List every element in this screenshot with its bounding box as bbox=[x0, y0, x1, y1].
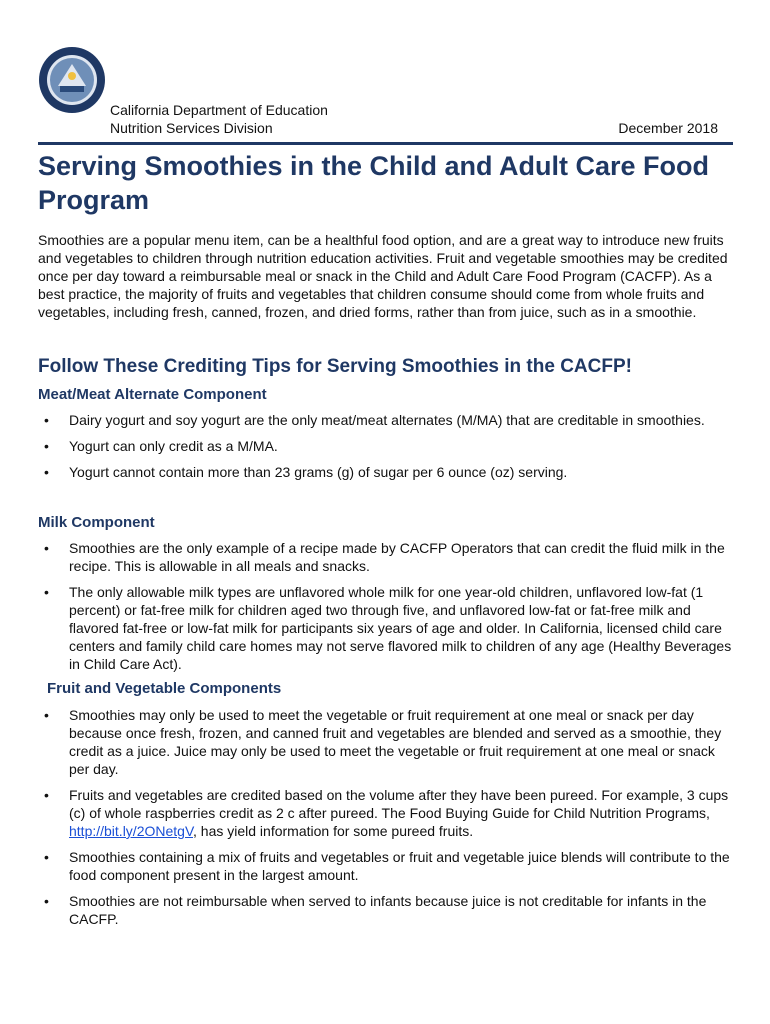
list-item bbox=[38, 539, 738, 575]
bullet-icon: • bbox=[44, 540, 49, 556]
list-item bbox=[38, 892, 738, 928]
bullet-icon: • bbox=[44, 849, 49, 865]
milk-list bbox=[38, 539, 738, 681]
section-heading-meat: Meat/Meat Alternate Component bbox=[38, 386, 267, 403]
list-item-text: Dairy yogurt and soy yogurt are the only meat/meat alternates (M/MA) that are creditable in smoothies. bbox=[69, 412, 705, 428]
bullet-icon: • bbox=[44, 584, 49, 600]
list-item bbox=[38, 706, 738, 778]
org-division: Nutrition Services Division bbox=[110, 120, 273, 136]
list-item bbox=[38, 786, 738, 840]
fruit-vegetable-list bbox=[38, 706, 738, 936]
page-title: Serving Smoothies in the Child and Adult Care Food Program bbox=[38, 151, 710, 215]
section-heading-milk: Milk Component bbox=[38, 514, 155, 531]
list-item-text-after-link: , has yield information for some pureed fruits. bbox=[193, 823, 474, 839]
state-seal-icon bbox=[38, 46, 106, 114]
list-item-text: Smoothies are the only example of a recipe made by CACFP Operators that can credit the fluid milk in the recipe. This is allowable in all meals and snacks. bbox=[69, 540, 725, 574]
document-date: December 2018 bbox=[618, 120, 718, 136]
intro-paragraph: Smoothies are a popular menu item, can be a healthful food option, and are a great way to introduce new fruits and vegetables to children through nutrition education activities. Fruit and vegetable smoothies may be credited once per day toward a reimbursable meal or snack in the Child and Adult Care Food Program (CACFP). As a best practice, the majority of fruits and vegetables that children consume should come from whole fruits and vegetables, including fresh, canned, frozen, and dried forms, rather than from juice, such as in a smoothie. bbox=[38, 232, 728, 320]
bullet-icon: • bbox=[44, 787, 49, 803]
list-item-text: Smoothies may only be used to meet the vegetable or fruit requirement at one meal or snack per day because once fresh, frozen, and canned fruit and vegetables are blended and served as a smoothie, they credit as a juice. Juice may only be used to meet the vegetable or fruit requirement at one meal or snack per day. bbox=[69, 707, 722, 777]
organization-name bbox=[110, 101, 328, 137]
list-item bbox=[38, 583, 738, 673]
tips-heading: Follow These Crediting Tips for Serving Smoothies in the CACFP! bbox=[38, 356, 632, 377]
bullet-icon: • bbox=[44, 412, 49, 428]
food-buying-guide-link[interactable]: http://bit.ly/2ONetgV bbox=[69, 823, 193, 839]
list-item bbox=[38, 437, 738, 455]
list-item-text-before-link: Fruits and vegetables are credited based on the volume after they have been pureed. For example, 3 cups (c) of whole raspberries credit as 2 c after pureed. The Food Buying Guide for Child Nutrition Programs, bbox=[69, 787, 729, 821]
bullet-icon: • bbox=[44, 707, 49, 723]
list-item-text: The only allowable milk types are unflavored whole milk for one year-old children, unflavored low-fat (1 percent) or fat-free milk for children aged two through five, and unflavored low-fat or fat-free milk and flavored fat-free or low-fat milk for participants six years of age and older. In California, licensed child care centers and family child care homes may not serve flavored milk to children of any age (Healthy Beverages in Child Care Act). bbox=[69, 584, 732, 672]
bullet-icon: • bbox=[44, 464, 49, 480]
bullet-icon: • bbox=[44, 438, 49, 454]
bullet-icon: • bbox=[44, 893, 49, 909]
list-item-text: Yogurt cannot contain more than 23 grams (g) of sugar per 6 ounce (oz) serving. bbox=[69, 464, 568, 480]
meat-list bbox=[38, 411, 738, 489]
list-item-text: Yogurt can only credit as a M/MA. bbox=[69, 438, 278, 454]
list-item bbox=[38, 463, 738, 481]
list-item bbox=[38, 848, 738, 884]
list-item bbox=[38, 411, 738, 429]
org-department: California Department of Education bbox=[110, 102, 328, 118]
section-heading-fruit-vegetable: Fruit and Vegetable Components bbox=[47, 680, 282, 697]
list-item-text: Smoothies containing a mix of fruits and vegetables or fruit and vegetable juice blends will contribute to the food component present in the largest amount. bbox=[69, 849, 730, 883]
list-item-text: Smoothies are not reimbursable when served to infants because juice is not creditable for infants in the CACFP. bbox=[69, 893, 707, 927]
header-divider bbox=[38, 142, 733, 145]
